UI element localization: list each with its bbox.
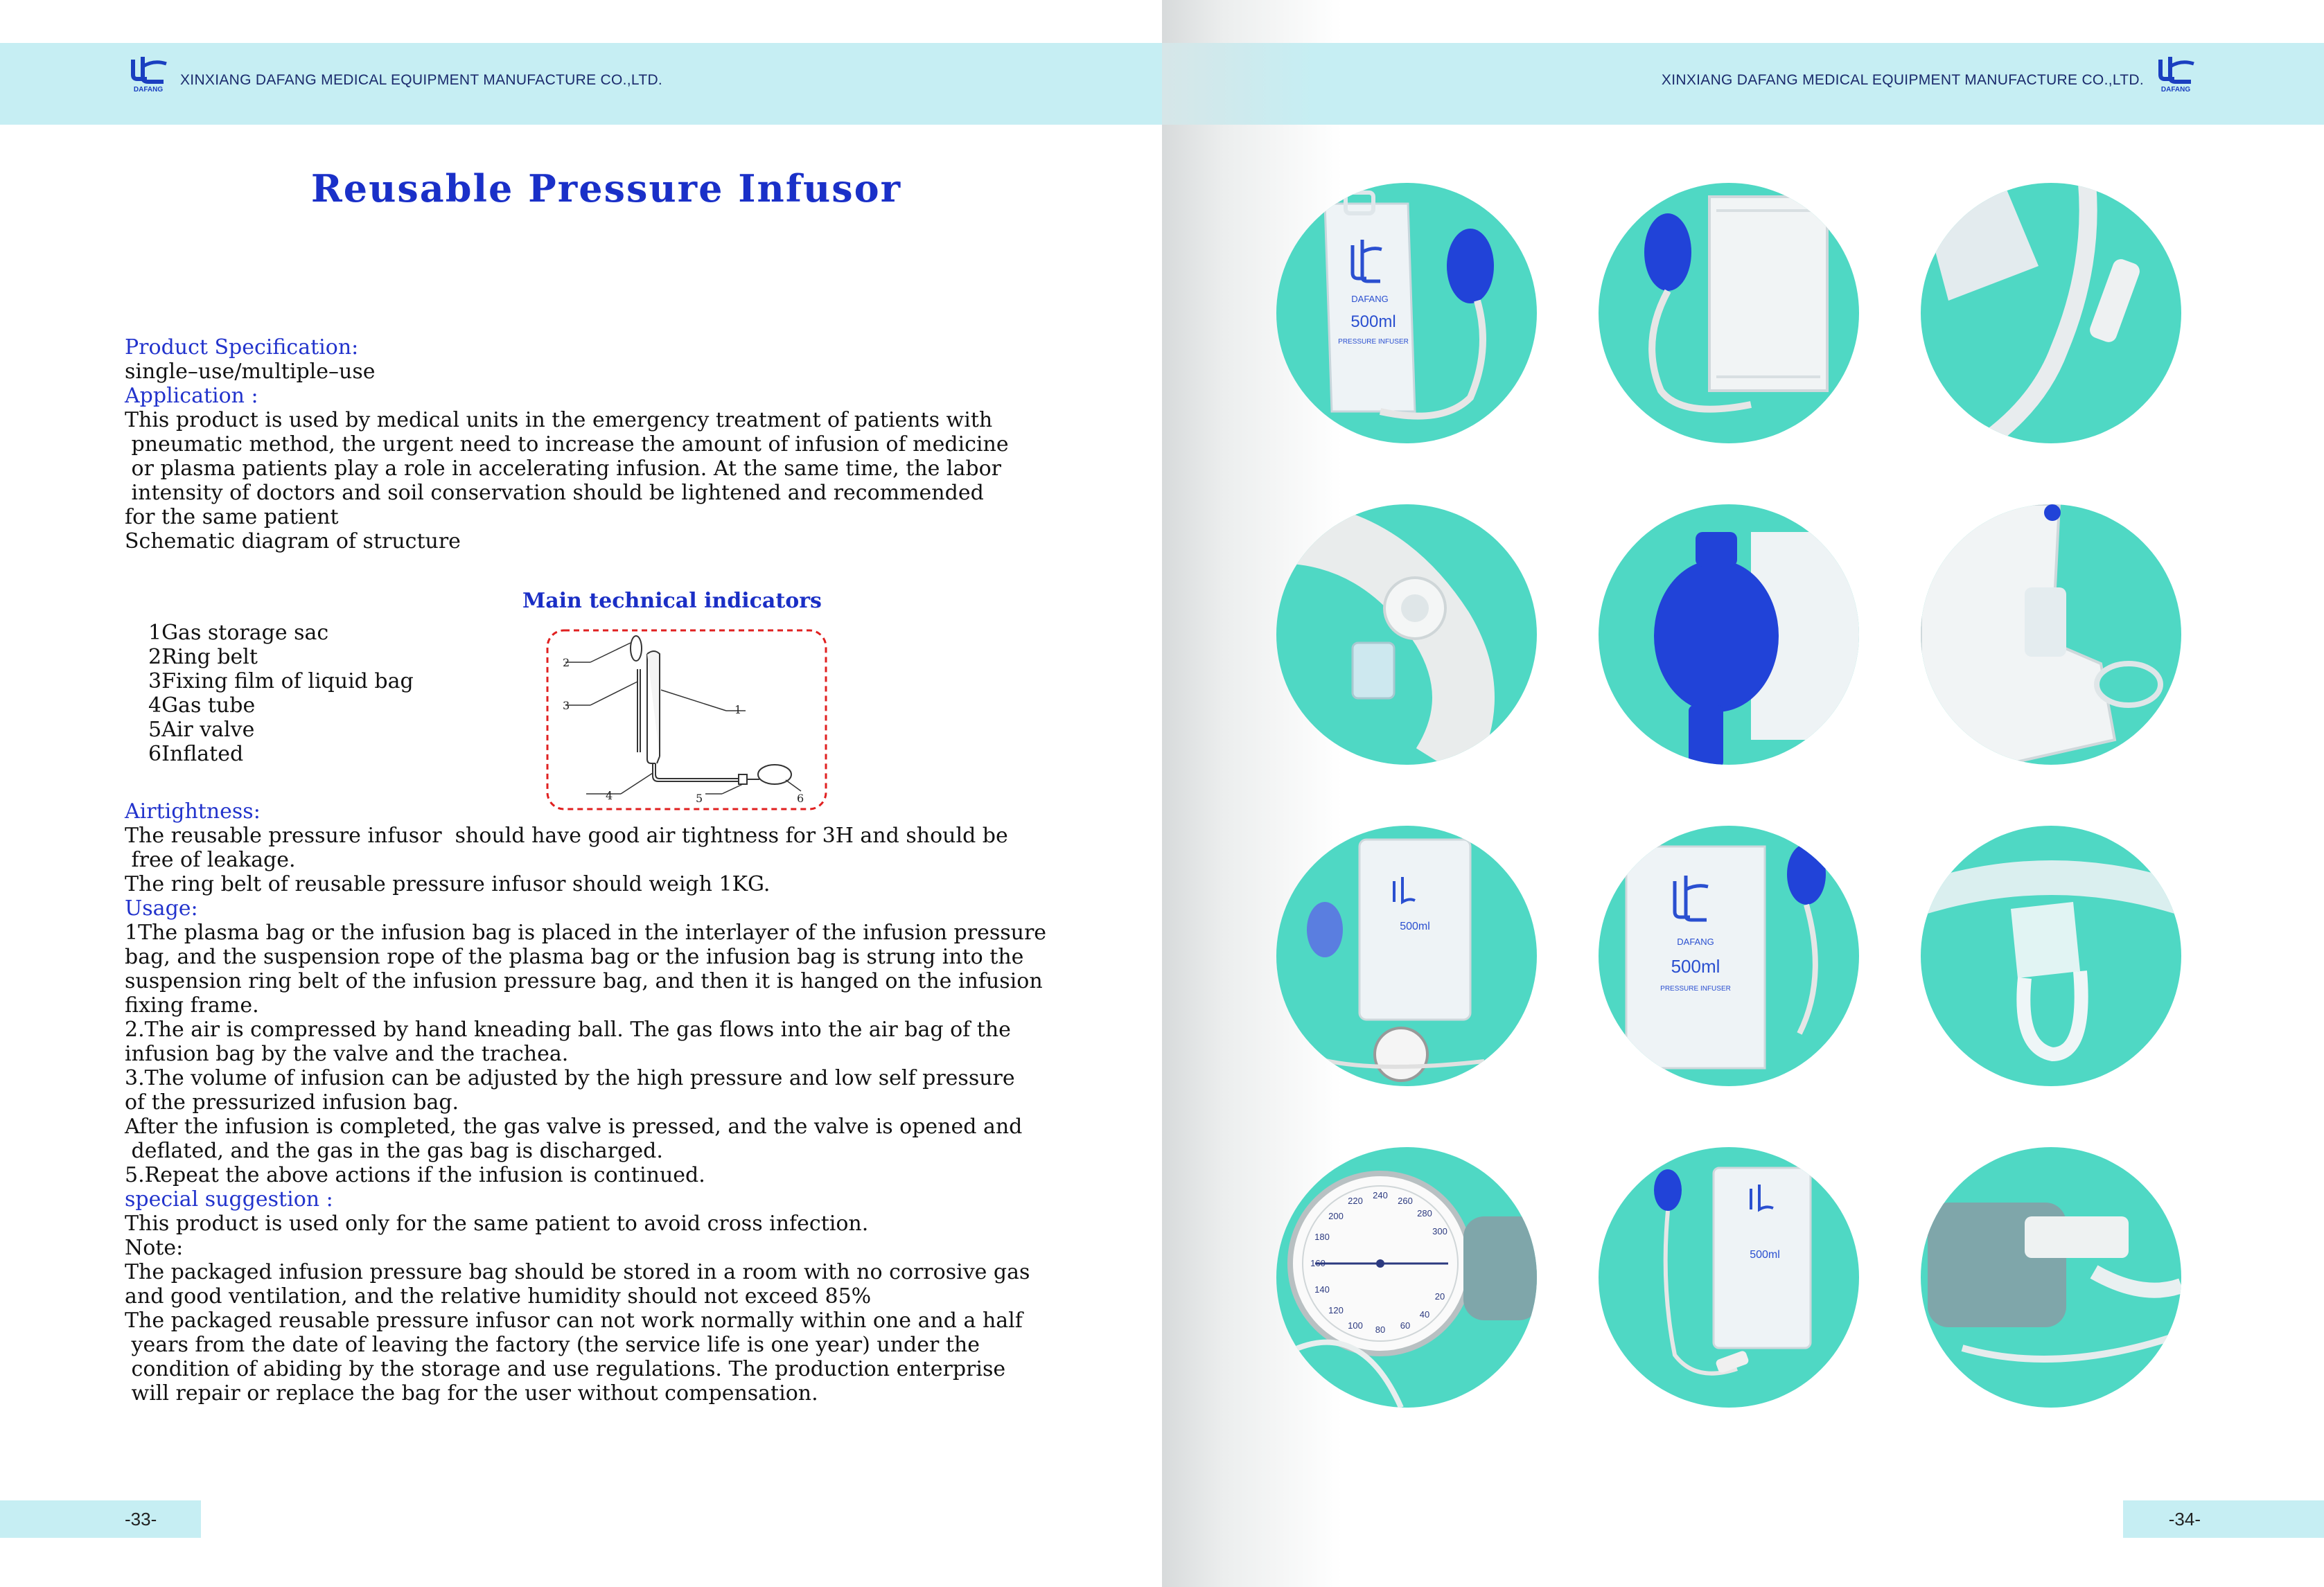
airtightness-line: free of leakage. [125,848,296,872]
application-line: pneumatic method, the urgent need to increase the amount of infusion of medicine [125,432,1009,456]
svg-text:120: 120 [1328,1305,1344,1315]
usage-heading: Usage: [125,896,198,921]
svg-text:500ml: 500ml [1350,312,1396,331]
diagram-label-2: 2 [563,656,570,669]
diagram-label-6: 6 [797,792,804,805]
logo-text: DAFANG [2160,86,2191,94]
suggestion-line: This product is used only for the same patient to avoid cross infection. [125,1212,869,1236]
usage-line: 5.Repeat the above actions if the infusion is continued. [125,1163,705,1187]
indicators-title: Main technical indicators [522,589,822,613]
brand-header [123,54,662,94]
svg-text:260: 260 [1398,1196,1413,1206]
brand-header [1662,54,2201,94]
svg-text:DAFANG: DAFANG [1351,294,1389,304]
photo-three-way-connector [1276,504,1537,765]
svg-text:PRESSURE INFUSER: PRESSURE INFUSER [1338,338,1409,346]
company-name: XINXIANG DAFANG MEDICAL EQUIPMENT MANUFACTURE CO.,LTD. [180,72,663,88]
diagram-label-3: 3 [563,699,570,712]
usage-line: After the infusion is completed, the gas valve is pressed, and the valve is opened and [125,1115,1023,1139]
page-title: Reusable Pressure Infusor [310,166,902,211]
usage-line: infusion bag by the valve and the trachea. [125,1042,569,1066]
photo-infuser-bag-front [1276,183,1537,443]
page-number: -33- [125,1509,157,1530]
parts-list [148,621,414,766]
suggestion-line: years from the date of leaving the factory (the service life is one year) under the [125,1333,980,1357]
photo-infuser-kit [1599,1147,1859,1408]
svg-text:300: 300 [1432,1226,1447,1236]
intro-section [125,335,1095,553]
part-item: 1Gas storage sac [148,621,329,645]
part-item: 2Ring belt [148,645,258,669]
svg-text:240: 240 [1373,1190,1388,1200]
diagram-label-4: 4 [606,789,613,802]
diagram-ring [631,636,642,661]
svg-text:500ml: 500ml [1400,921,1430,932]
usage-line: 2.The air is compressed by hand kneading ball. The gas flows into the air bag of the [125,1018,1011,1042]
airtightness-line: The ring belt of reusable pressure infusor should weigh 1KG. [125,872,771,896]
application-line: intensity of doctors and soil conservation should be lightened and recommended [125,481,984,505]
diagram-label-5: 5 [696,792,703,805]
svg-text:20: 20 [1434,1291,1445,1302]
svg-text:280: 280 [1417,1208,1432,1218]
airtightness-heading: Airtightness: [125,799,261,824]
usage-line: suspension ring belt of the infusion pressure bag, and then it is hanged on the infusion [125,969,1043,993]
diagram-bulb [758,765,791,784]
svg-text:220: 220 [1348,1196,1363,1206]
photo-infuser-bag-label [1599,826,1859,1086]
suggestion-line: condition of abiding by the storage and use regulations. The production enterprise [125,1357,1006,1381]
application-line: Schematic diagram of structure [125,529,461,553]
svg-text:160: 160 [1310,1258,1326,1268]
suggestion-line: The packaged reusable pressure infusor can not work normally within one and a half [125,1309,1023,1333]
diagram-sac [647,651,660,756]
page-number: -34- [2168,1509,2201,1530]
photo-infuser-bag-back [1599,183,1859,443]
photo-bag-fixing-film [1921,504,2181,765]
diagram-valve [739,774,747,784]
dafang-logo-icon [2151,54,2201,94]
photo-connector-closeup [1921,1147,2181,1408]
usage-line: fixing frame. [125,993,259,1018]
photo-tube-valve [1921,183,2181,443]
svg-text:180: 180 [1314,1232,1330,1242]
usage-line: of the pressurized infusion bag. [125,1090,459,1115]
svg-text:80: 80 [1375,1324,1386,1335]
airtightness-line: The reusable pressure infusor should have good air tightness for 3H and should be [125,824,1008,848]
svg-text:140: 140 [1314,1284,1330,1295]
part-item: 4Gas tube [148,693,256,718]
application-line: or plasma patients play a role in accelerating infusion. At the same time, the labor [125,456,1001,481]
photo-infuser-with-gauge [1276,826,1537,1086]
part-item: 6Inflated [148,742,244,766]
spec-heading: Product Specification: [125,335,359,360]
application-line: for the same patient [125,505,339,529]
part-item: 5Air valve [148,718,255,742]
svg-text:500ml: 500ml [1750,1249,1780,1261]
usage-line: bag, and the suspension rope of the plasma bag or the infusion bag is strung into the [125,945,1024,969]
application-heading: Application : [125,384,258,408]
suggestion-line: will repair or replace the bag for the user without compensation. [125,1381,818,1406]
structure-diagram [545,628,829,812]
right-page [1162,0,2324,1587]
diagram-label-1: 1 [734,703,742,716]
application-line: This product is used by medical units in the emergency treatment of patients with [125,408,993,432]
usage-line: 3.The volume of infusion can be adjusted by the high pressure and low self pressure [125,1066,1015,1090]
footer-band [0,1500,201,1538]
svg-text:60: 60 [1400,1320,1411,1331]
usage-line: 1The plasma bag or the infusion bag is placed in the interlayer of the infusion pressure [125,921,1047,945]
company-name: XINXIANG DAFANG MEDICAL EQUIPMENT MANUFACTURE CO.,LTD. [1661,72,2144,88]
svg-text:200: 200 [1328,1211,1344,1221]
photo-pressure-gauge [1276,1147,1537,1408]
suggestion-heading: special suggestion : [125,1187,333,1212]
photo-transparent-hook [1921,826,2181,1086]
details-section [125,799,1123,1406]
suggestion-line: The packaged infusion pressure bag should be stored in a room with no corrosive gas [125,1260,1030,1284]
photo-inflation-bulb [1599,504,1859,765]
part-item: 3Fixing film of liquid bag [148,669,414,693]
svg-text:PRESSURE INFUSER: PRESSURE INFUSER [1660,985,1731,993]
suggestion-line: and good ventilation, and the relative humidity should not exceed 85% [125,1284,872,1309]
logo-text: DAFANG [133,86,164,94]
svg-text:DAFANG: DAFANG [1677,937,1714,947]
svg-text:100: 100 [1348,1320,1363,1331]
suggestion-line: Note: [125,1236,184,1260]
spec-value: single–use/multiple–use [125,360,376,384]
svg-text:40: 40 [1419,1309,1430,1320]
diagram-bag [637,669,640,752]
footer-band [2123,1500,2324,1538]
svg-text:500ml: 500ml [1671,956,1720,977]
dafang-logo-icon [123,54,173,94]
usage-line: deflated, and the gas in the gas bag is discharged. [125,1139,663,1163]
